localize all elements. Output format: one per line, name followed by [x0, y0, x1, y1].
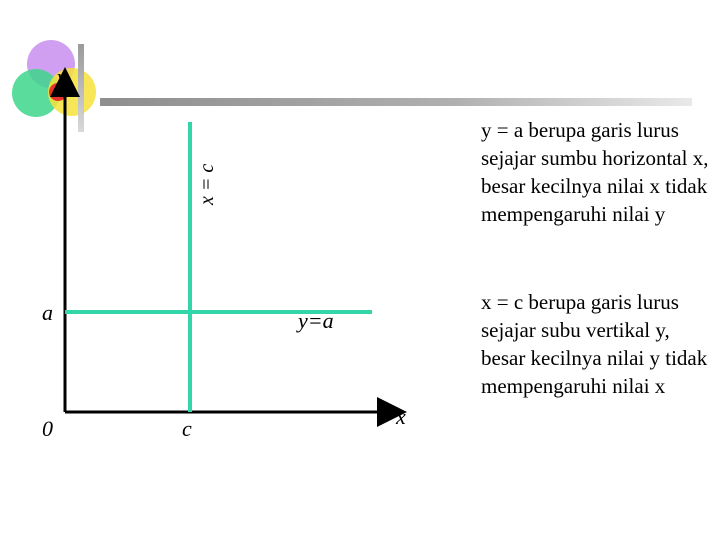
x-axis-label: x — [396, 404, 406, 429]
vertical-line-label: x = c — [196, 163, 218, 205]
horizontal-line-label: y=a — [298, 308, 334, 333]
origin-label: 0 — [42, 416, 53, 441]
description-horizontal-line: y = a berupa garis lurus sejajar sumbu horizontal x, besar kecilnya nilai x tidak mempengaruhi nilai y — [481, 118, 709, 226]
y-axis-label: y — [57, 64, 67, 89]
description-vertical-line: x = c berupa garis lurus sejajar subu vertikal y, besar kecilnya nilai y tidak mempengaruhi nilai x — [481, 290, 708, 398]
c-label: c — [182, 416, 192, 441]
a-label: a — [42, 300, 53, 325]
